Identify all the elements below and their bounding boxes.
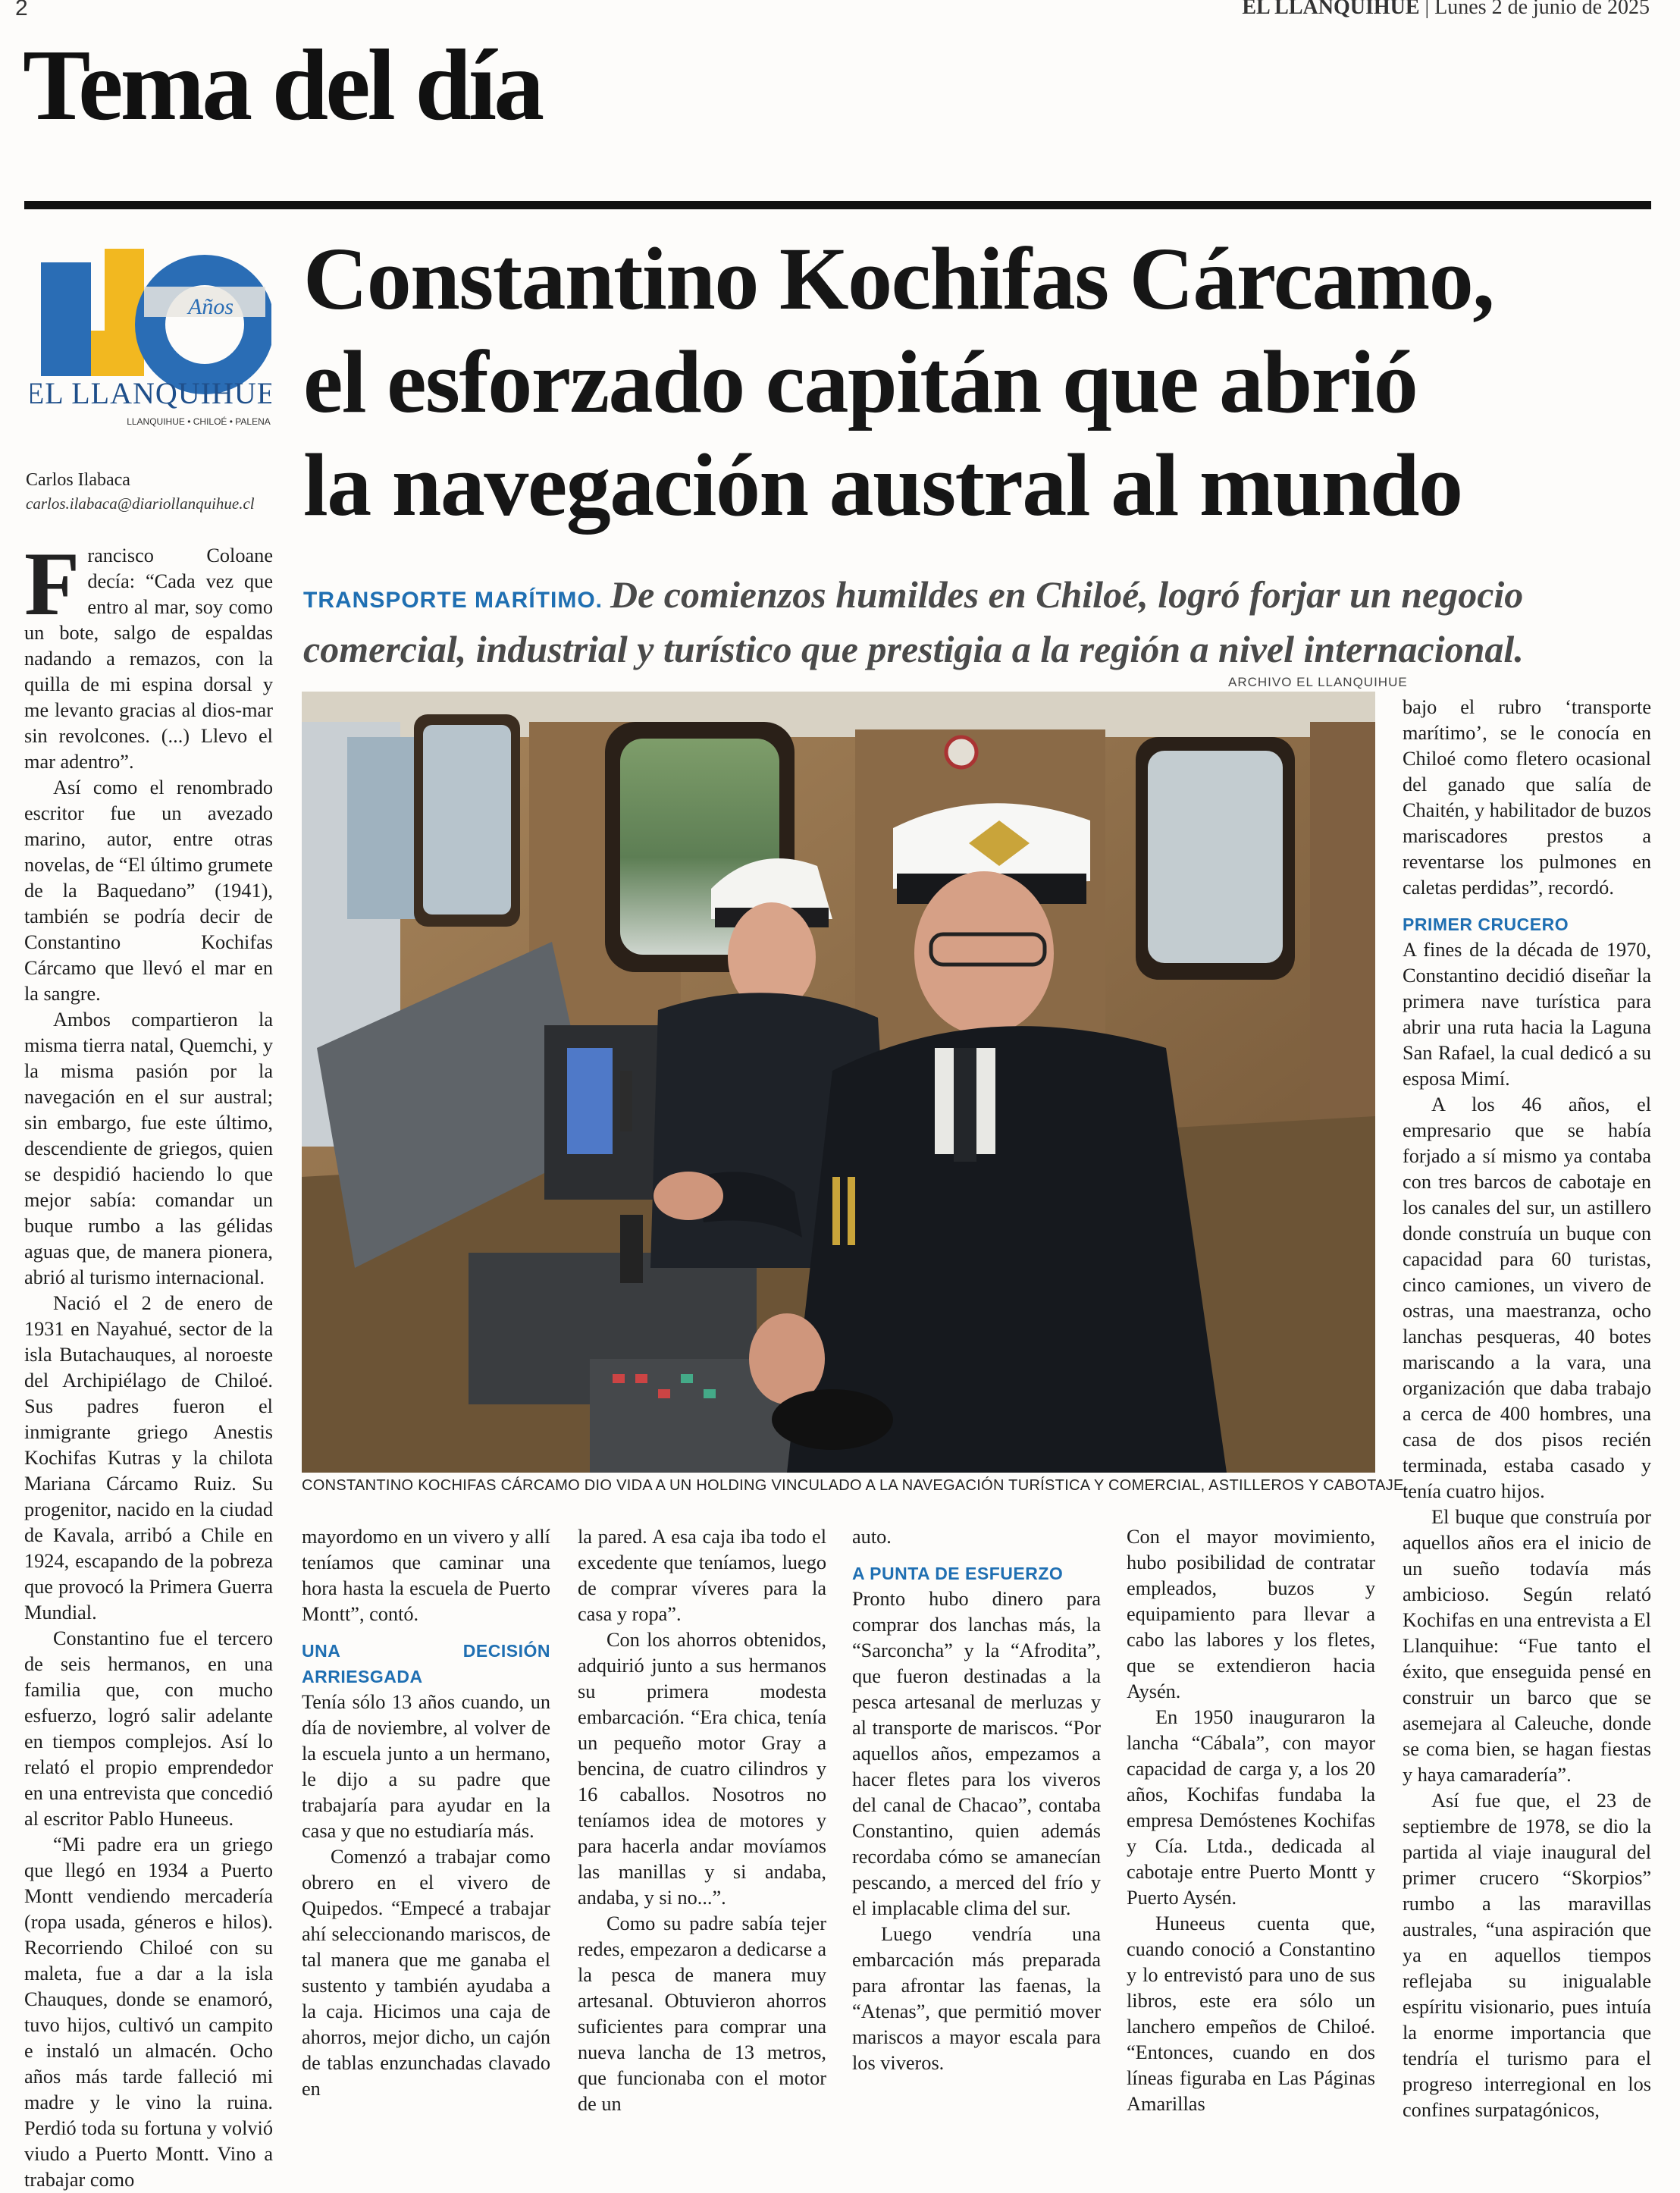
paragraph: Comenzó a trabajar como obrero en el vivero de Quipedos. “Empecé a trabajar ahí seleccionando mariscos, de tal manera que me ganaba el sustento y también ayudaba a la caja. Hicimos una caja de ahorros, mejor dicho, un cajón de tablas enzunchadas clavado en <box>302 1846 550 2100</box>
paragraph: “Mi padre era un griego que llegó en 1934 a Puerto Montt vendiendo mercadería (ropa usada, géneros e hilos). Recorriendo Chiloé con su maleta, fue a dar a la isla Chauques, donde se enamoró, tuvo hijos, cultivó un campito e instaló un almacén. Ocho años más tarde falleció mi madre y le vino la ruina. Perdió toda su fortuna y volvió viudo a Puerto Montt. Vino a trabajar como <box>24 1834 273 2191</box>
paragraph: la pared. A esa caja iba todo el excedente que teníamos, luego de comprar víveres para la casa y ropa”. <box>578 1526 826 1625</box>
paragraph: Huneeus cuenta que, cuando conoció a Constantino y lo entrevistó para uno de sus libros, este era sólo un lanchero empeños de Chiloé. “Entonces, cuando en dos líneas figuraba en Las Páginas Amarillas <box>1127 1912 1375 2115</box>
deck <box>303 570 1660 673</box>
paragraph: Con los ahorros obtenidos, adquirió junto a sus hermanos su primera modesta embarcación. “Era chica, tenía un pequeño motor Gray a bencina, de cuatro cilindros y 16 caballos. Nosotros no teníamos idea de motores y para hacerla andar movíamos las manillas y si andaba, andaba, y si no...”. <box>578 1629 826 1909</box>
paragraph: Así como el renombrado escritor fue un avezado marino, autor, entre otras novelas, de “El último grumete de la Baquedano” (1941), también se podría decir de Constantino Kochifas Cárcamo que llevó el mar en la sangre. <box>24 776 273 1005</box>
paragraph: bajo el rubro ‘transporte marítimo’, se le conocía en Chiloé como fletero ocasional del ganado que salía de Chaitén, y habilitador de buzos mariscadores prestos a reventarse los pulmones en caletas perdidas”, recordó. <box>1403 696 1651 899</box>
drop-cap: F <box>24 533 80 634</box>
paragraph: Constantino fue el tercero de seis hermanos, en una familia que, con mucho esfuerzo, logró salir adelante en tiempos complejos. Así lo relató el propio emprendedor en una entrevista que concedió al escritor Pablo Huneeus. <box>24 1627 273 1830</box>
paragraph: auto. <box>852 1526 892 1548</box>
byline-author: Carlos Ilabaca <box>26 470 130 490</box>
main-photo <box>302 692 1375 1473</box>
paragraph: Pronto hubo dinero para comprar dos lanchas más, la “Sarconcha” y la “Afrodita”, que fueron destinadas a la pesca artesanal de merluzas y al transporte de mariscos. “Por aquellos años, empezamos a hacer fletes para los viveros del canal de Chacao”, contaba Constantino, quien además recordaba cómo se amanecían pescando, a merced del frío y el implacable clima del sur. <box>852 1588 1101 1919</box>
paragraph: El buque que construía por aquellos años era el inicio de un sueño todavía más ambicioso. Según relató Kochifas en una entrevista a El Llanquihue: “Fue tanto el éxito, que enseguida pensé en construir un barco que se asemejara al Caleuche, donde se coma bien, se hagan fiestas y haya camaradería”. <box>1403 1506 1651 1786</box>
page-number: 2 <box>15 0 28 20</box>
article-column-2 <box>302 1524 550 2102</box>
photo-illustration <box>302 692 1375 1473</box>
section-title: Tema del día <box>23 29 542 141</box>
headline-line: la navegación austral al mundo <box>303 435 1462 535</box>
article-column-1 <box>24 533 273 2193</box>
paragraph: Luego vendría una embarcación más preparada para afrontar las faenas, la “Atenas”, que permitió mover mariscos a mayor escala para los viveros. <box>852 1923 1101 2074</box>
anniversary-logo <box>30 241 271 437</box>
article-column-4 <box>852 1524 1101 2076</box>
logo-years-text: Años <box>188 294 234 319</box>
section-rule <box>24 201 1651 209</box>
paragraph: Con el mayor movimiento, hubo posibilidad de contratar empleados, buzos y equipamiento para llevar a cabo las labores y los fletes, que se extendieron hacia Aysén. <box>1127 1526 1375 1702</box>
photo-credit: ARCHIVO EL LLANQUIHUE <box>1228 675 1408 689</box>
masthead-date: Lunes 2 de junio de 2025 <box>1434 0 1650 19</box>
paragraph: Nació el 2 de enero de 1931 en Nayahué, sector de la isla Butachauques, al noroeste del Archipiélago de Chiloé. Sus padres fueron el inmigrante griego Anestis Kochifas Kutras y la chilota Mariana Cárcamo Ruiz. Su progenitor, nacido en la ciudad de Kavala, arribó a Chile en 1924, escapando de la pobreza que provocó la Primera Guerra Mundial. <box>24 1292 273 1624</box>
logo-graphic <box>30 241 271 437</box>
paragraph: En 1950 inauguraron la lancha “Cábala”, con mayor capacidad de carga y, a los 20 años, Kochifas fundaba la empresa Demóstenes Kochifas y Cía. Ltda., dedicada al cabotaje entre Puerto Montt y Puerto Aysén. <box>1127 1706 1375 1909</box>
paragraph <box>24 533 273 775</box>
masthead-publication: EL LLANQUIHUE <box>1242 0 1420 19</box>
article-column-6 <box>1403 695 1651 2123</box>
paragraph: Tenía sólo 13 años cuando, un día de noviembre, al volver de la escuela junto a un hermano, le dijo a su padre que trabajaría para ayudar en la casa y que no estudiaría más. <box>302 1691 550 1842</box>
article-column-3 <box>578 1524 826 2117</box>
masthead: EL LLANQUIHUE | Lunes 2 de junio de 2025 <box>1242 0 1650 20</box>
logo-regions-text: LLANQUIHUE • CHILOÉ • PALENA <box>127 416 271 427</box>
headline-line: el esforzado capitán que abrió <box>303 332 1418 431</box>
subhead: UNA DECISIÓN ARRIESGADA <box>302 1641 550 1686</box>
headline <box>303 227 1660 537</box>
paragraph: mayordomo en un vivero y allí teníamos que caminar una hora hasta la escuela de Puerto Montt”, contó. <box>302 1526 550 1625</box>
logo-name-text: EL LLANQUIHUE <box>30 376 271 410</box>
paragraph: Ambos compartieron la misma tierra natal, Quemchi, y la misma pasión por la navegación en el sur austral; sin embargo, fue este último, descendiente de griegos, quien se despidió haciendo lo que mejor sabía: comandar un buque rumbo a las gélidas aguas que, de manera pionera, abrió al turismo internacional. <box>24 1009 273 1288</box>
paragraph-text: rancisco Coloane decía: “Cada vez que entro al mar, soy como un bote, salgo de espaldas nadando a remazos, con la quilla de mi espina dorsal y me levanto gracias al dios-mar sin revolcones. (...) Llevo el mar adentro”. <box>24 544 273 773</box>
kicker: TRANSPORTE MARÍTIMO. <box>303 588 603 613</box>
subhead: A PUNTA DE ESFUERZO <box>852 1564 1064 1583</box>
deck-text: De comienzos humildes en Chiloé, logró forjar un negocio comercial, industrial y turístico que prestigia a la región a nivel internacional. <box>303 573 1524 670</box>
paragraph: A fines de la década de 1970, Constantino decidió diseñar la primera nave turística para abrir una ruta hacia la Laguna San Rafael, la cual dedicó a su esposa Mimí. <box>1403 939 1651 1090</box>
article-column-5 <box>1127 1524 1375 2117</box>
paragraph: Así fue que, el 23 de septiembre de 1978, se dio la partida al viaje inaugural del primer crucero “Skorpios” rumbo a las maravillas australes, “una aspiración que ya en aquellos tiempos reflejaba su inigualable espíritu visionario, pues intuía la enorme importancia que tendría el turismo para el progreso interregional en los confines surpatagónicos, <box>1403 1790 1651 2121</box>
paragraph: Como su padre sabía tejer redes, empezaron a dedicarse a la pesca de manera muy artesanal. Obtuvieron ahorros suficientes para comprar una nueva lancha de 13 metros, que funcionaba con el motor de un <box>578 1912 826 2115</box>
byline-email: carlos.ilabaca@diariollanquihue.cl <box>26 494 255 513</box>
subhead: PRIMER CRUCERO <box>1403 915 1569 934</box>
headline-line: Constantino Kochifas Cárcamo, <box>303 229 1494 328</box>
photo-caption: CONSTANTINO KOCHIFAS CÁRCAMO DIO VIDA A UN HOLDING VINCULADO A LA NAVEGACIÓN TURÍSTICA Y COMERCIAL, ASTILLEROS Y CABOTAJE. <box>302 1477 1409 1494</box>
paragraph: A los 46 años, el empresario que se había forjado a sí mismo ya contaba con tres barcos de cabotaje en los canales del sur, un astillero donde construía un buque con capacidad para 60 turistas, cinco camiones, un vivero de ostras, una maestranza, ocho lanchas pesqueras, 40 botes mariscando a la vara, una organización que daba trabajo a cerca de 400 hombres, una casa de dos pisos recién terminada, estaba casado y tenía cuatro hijos. <box>1403 1093 1651 1502</box>
